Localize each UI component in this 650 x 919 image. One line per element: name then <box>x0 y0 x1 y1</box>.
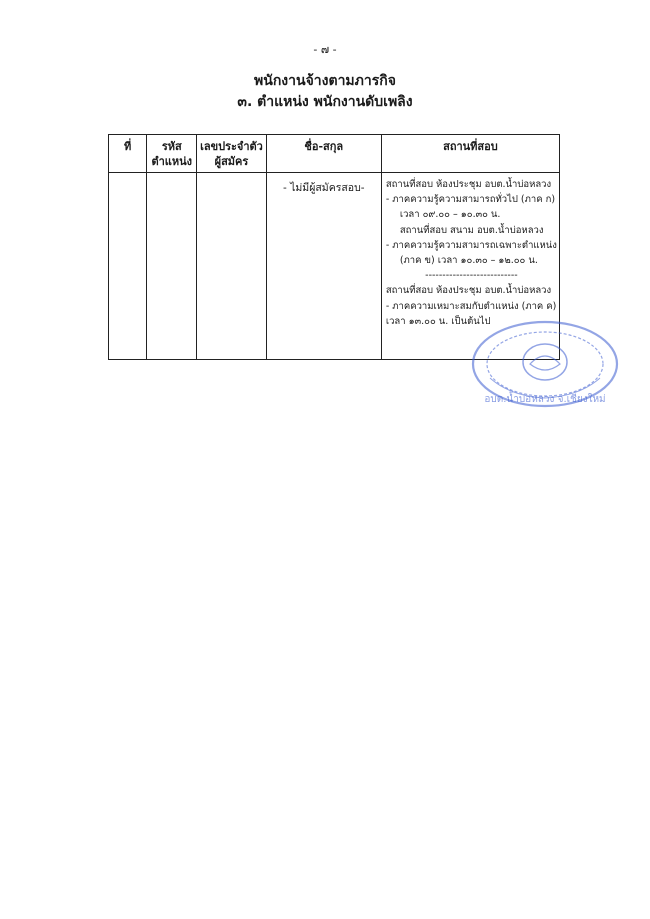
official-seal-stamp <box>470 318 620 410</box>
venue-line: สถานที่สอบ ห้องประชุม อบต.น้ำบ่อหลวง <box>385 285 552 297</box>
header-no: ที่ <box>109 135 147 173</box>
header-applicant-id <box>197 135 266 173</box>
venue-line: - ภาคความเหมาะสมกับตำแหน่ง (ภาค ค) <box>385 300 557 312</box>
header-venue: สถานที่สอบ <box>381 135 559 173</box>
cell-no-applicant: - ไม่มีผู้สมัครสอบ- <box>266 173 381 360</box>
page-number: - ๗ - <box>313 43 337 56</box>
venue-divider: --------------------------- <box>425 270 518 282</box>
venue-line: เวลา ๐๙.๐๐ – ๑๐.๓๐ น. <box>399 209 501 221</box>
header-position-code <box>147 135 197 173</box>
header-position-code-line1: รหัส <box>161 140 182 153</box>
venue-line: สถานที่สอบ ห้องประชุม อบต.น้ำบ่อหลวง <box>385 179 552 190</box>
venue-line: เวลา ๑๓.๐๐ น. เป็นต้นไป <box>385 315 491 327</box>
document-title: พนักงานจ้างตามภารกิจ <box>254 73 396 89</box>
header-position-code-line2: ตำแหน่ง <box>151 155 193 168</box>
table-header-row <box>109 135 560 173</box>
venue-line: - ภาคความรู้ความสามารถทั่วไป (ภาค ก) <box>385 194 556 206</box>
venue-line: (ภาค ข) เวลา ๑๐.๓๐ – ๑๒.๐๐ น. <box>399 255 538 267</box>
venue-line: สถานที่สอบ สนาม อบต.น้ำบ่อหลวง <box>399 224 544 236</box>
cell-applicant-id <box>197 173 266 360</box>
cell-no <box>109 173 147 360</box>
seal-text: อบต.น้ำบ่อหลวง จ.เชียงใหม่ <box>484 394 606 405</box>
header-name: ชื่อ-สกุล <box>266 135 381 173</box>
position-title: ๓. ตำแหน่ง พนักงานดับเพลิง <box>237 94 413 110</box>
venue-line: - ภาคความรู้ความสามารถเฉพาะตำแหน่ง <box>385 239 557 251</box>
header-applicant-id-line1: เลขประจำตัว <box>200 140 263 153</box>
cell-position-code <box>147 173 197 360</box>
header-applicant-id-line2: ผู้สมัคร <box>214 155 249 168</box>
